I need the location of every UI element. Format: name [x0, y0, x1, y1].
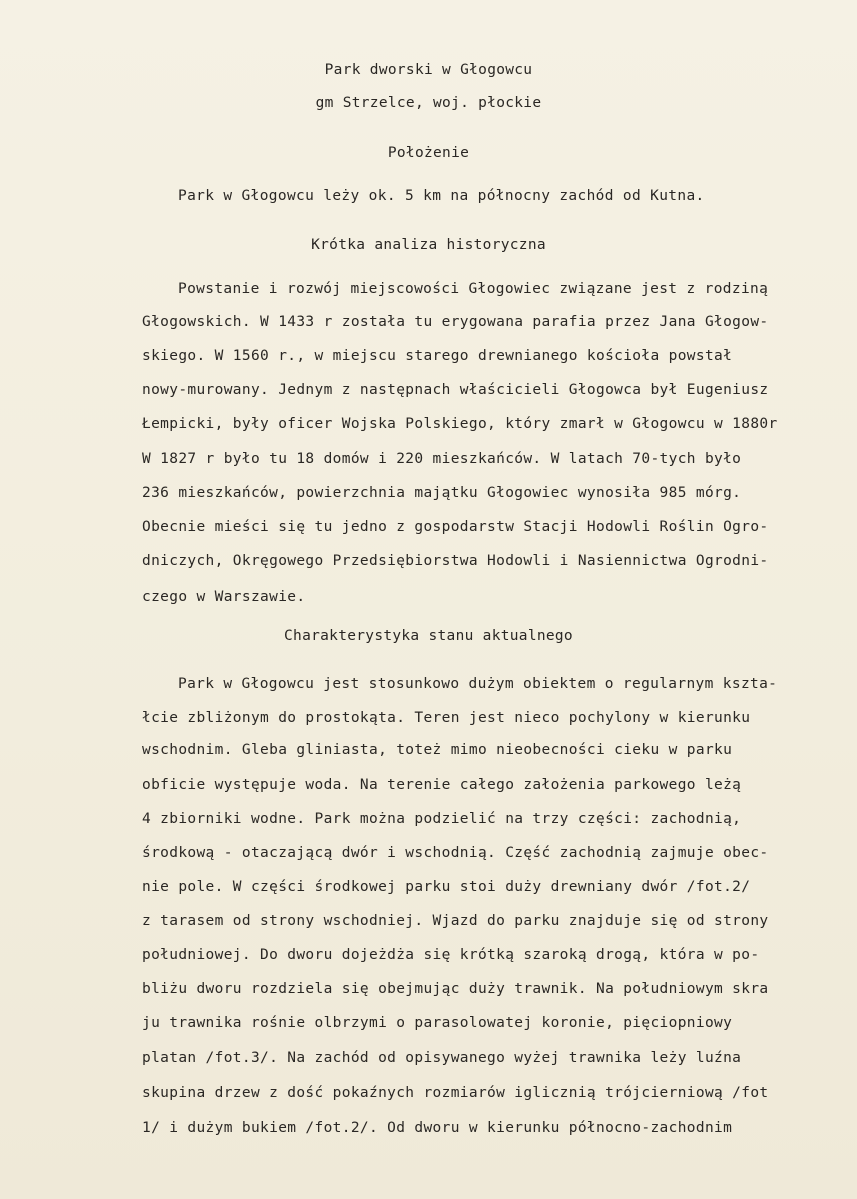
current-state-line: wschodnim. Gleba gliniasta, toteż mimo nieobecności cieku w parku [142, 742, 733, 758]
current-state-line: z tarasem od strony wschodniej. Wjazd do parku znajduje się od strony [142, 913, 769, 929]
history-line: nowy-murowany. Jednym z następnach właścicieli Głogowca był Eugeniusz [142, 382, 769, 398]
history-line: skiego. W 1560 r., w miejscu starego drewnianego kościoła powstał [142, 348, 733, 364]
history-line: czego w Warszawie. [142, 589, 306, 605]
current-state-line: ju trawnika rośnie olbrzymi o parasolowatej koronie, pięciopniowy [142, 1015, 733, 1031]
history-line: Powstanie i rozwój miejscowości Głogowiec związane jest z rodziną [178, 281, 769, 297]
history-line: Głogowskich. W 1433 r została tu erygowana parafia przez Jana Głogow- [142, 314, 769, 330]
current-state-line: obficie występuje woda. Na terenie całego założenia parkowego leżą [142, 777, 742, 793]
current-state-line: skupina drzew z dość pokaźnych rozmiarów iglicznią trójcierniową /fot [142, 1085, 769, 1101]
current-state-line: południowej. Do dworu dojeżdża się krótką szaroką drogą, która w po- [142, 947, 760, 963]
history-line: Łempicki, były oficer Wojska Polskiego, który zmarł w Głogowcu w 1880r [142, 416, 778, 432]
history-line: dniczych, Okręgowego Przedsiębiorstwa Hodowli i Nasiennictwa Ogrodni- [142, 553, 769, 569]
current-state-line: bliżu dworu rozdziela się obejmując duży trawnik. Na południowym skra [142, 981, 769, 997]
history-line: W 1827 r było tu 18 domów i 220 mieszkańców. W latach 70-tych było [142, 451, 742, 467]
section-heading-current-state: Charakterystyka stanu aktualnego [284, 628, 573, 644]
document-subtitle: gm Strzelce, woj. płockie [315, 95, 542, 111]
location-paragraph: Park w Głogowcu leży ok. 5 km na północny zachód od Kutna. [178, 188, 705, 204]
current-state-line: Park w Głogowcu jest stosunkowo dużym obiektem o regularnym kszta- [178, 676, 778, 692]
current-state-line: łcie zbliżonym do prostokąta. Teren jest nieco pochylony w kierunku [142, 710, 751, 726]
current-state-line: 4 zbiorniki wodne. Park można podzielić na trzy części: zachodnią, [142, 811, 742, 827]
current-state-line: nie pole. W części środkowej parku stoi duży drewniany dwór /fot.2/ [142, 879, 751, 895]
current-state-line: 1/ i dużym bukiem /fot.2/. Od dworu w kierunku północno-zachodnim [142, 1120, 733, 1136]
history-line: 236 mieszkańców, powierzchnia majątku Głogowiec wynosiła 985 mórg. [142, 485, 742, 501]
document-title: Park dworski w Głogowcu [324, 62, 533, 78]
section-heading-history: Krótka analiza historyczna [311, 237, 546, 253]
current-state-line: platan /fot.3/. Na zachód od opisywanego wyżej trawnika leży luźna [142, 1050, 742, 1066]
history-line: Obecnie mieści się tu jedno z gospodarstw Stacji Hodowli Roślin Ogro- [142, 519, 769, 535]
section-heading-location: Położenie [387, 145, 470, 161]
current-state-line: środkową - otaczającą dwór i wschodnią. Część zachodnią zajmuje obec- [142, 845, 769, 861]
